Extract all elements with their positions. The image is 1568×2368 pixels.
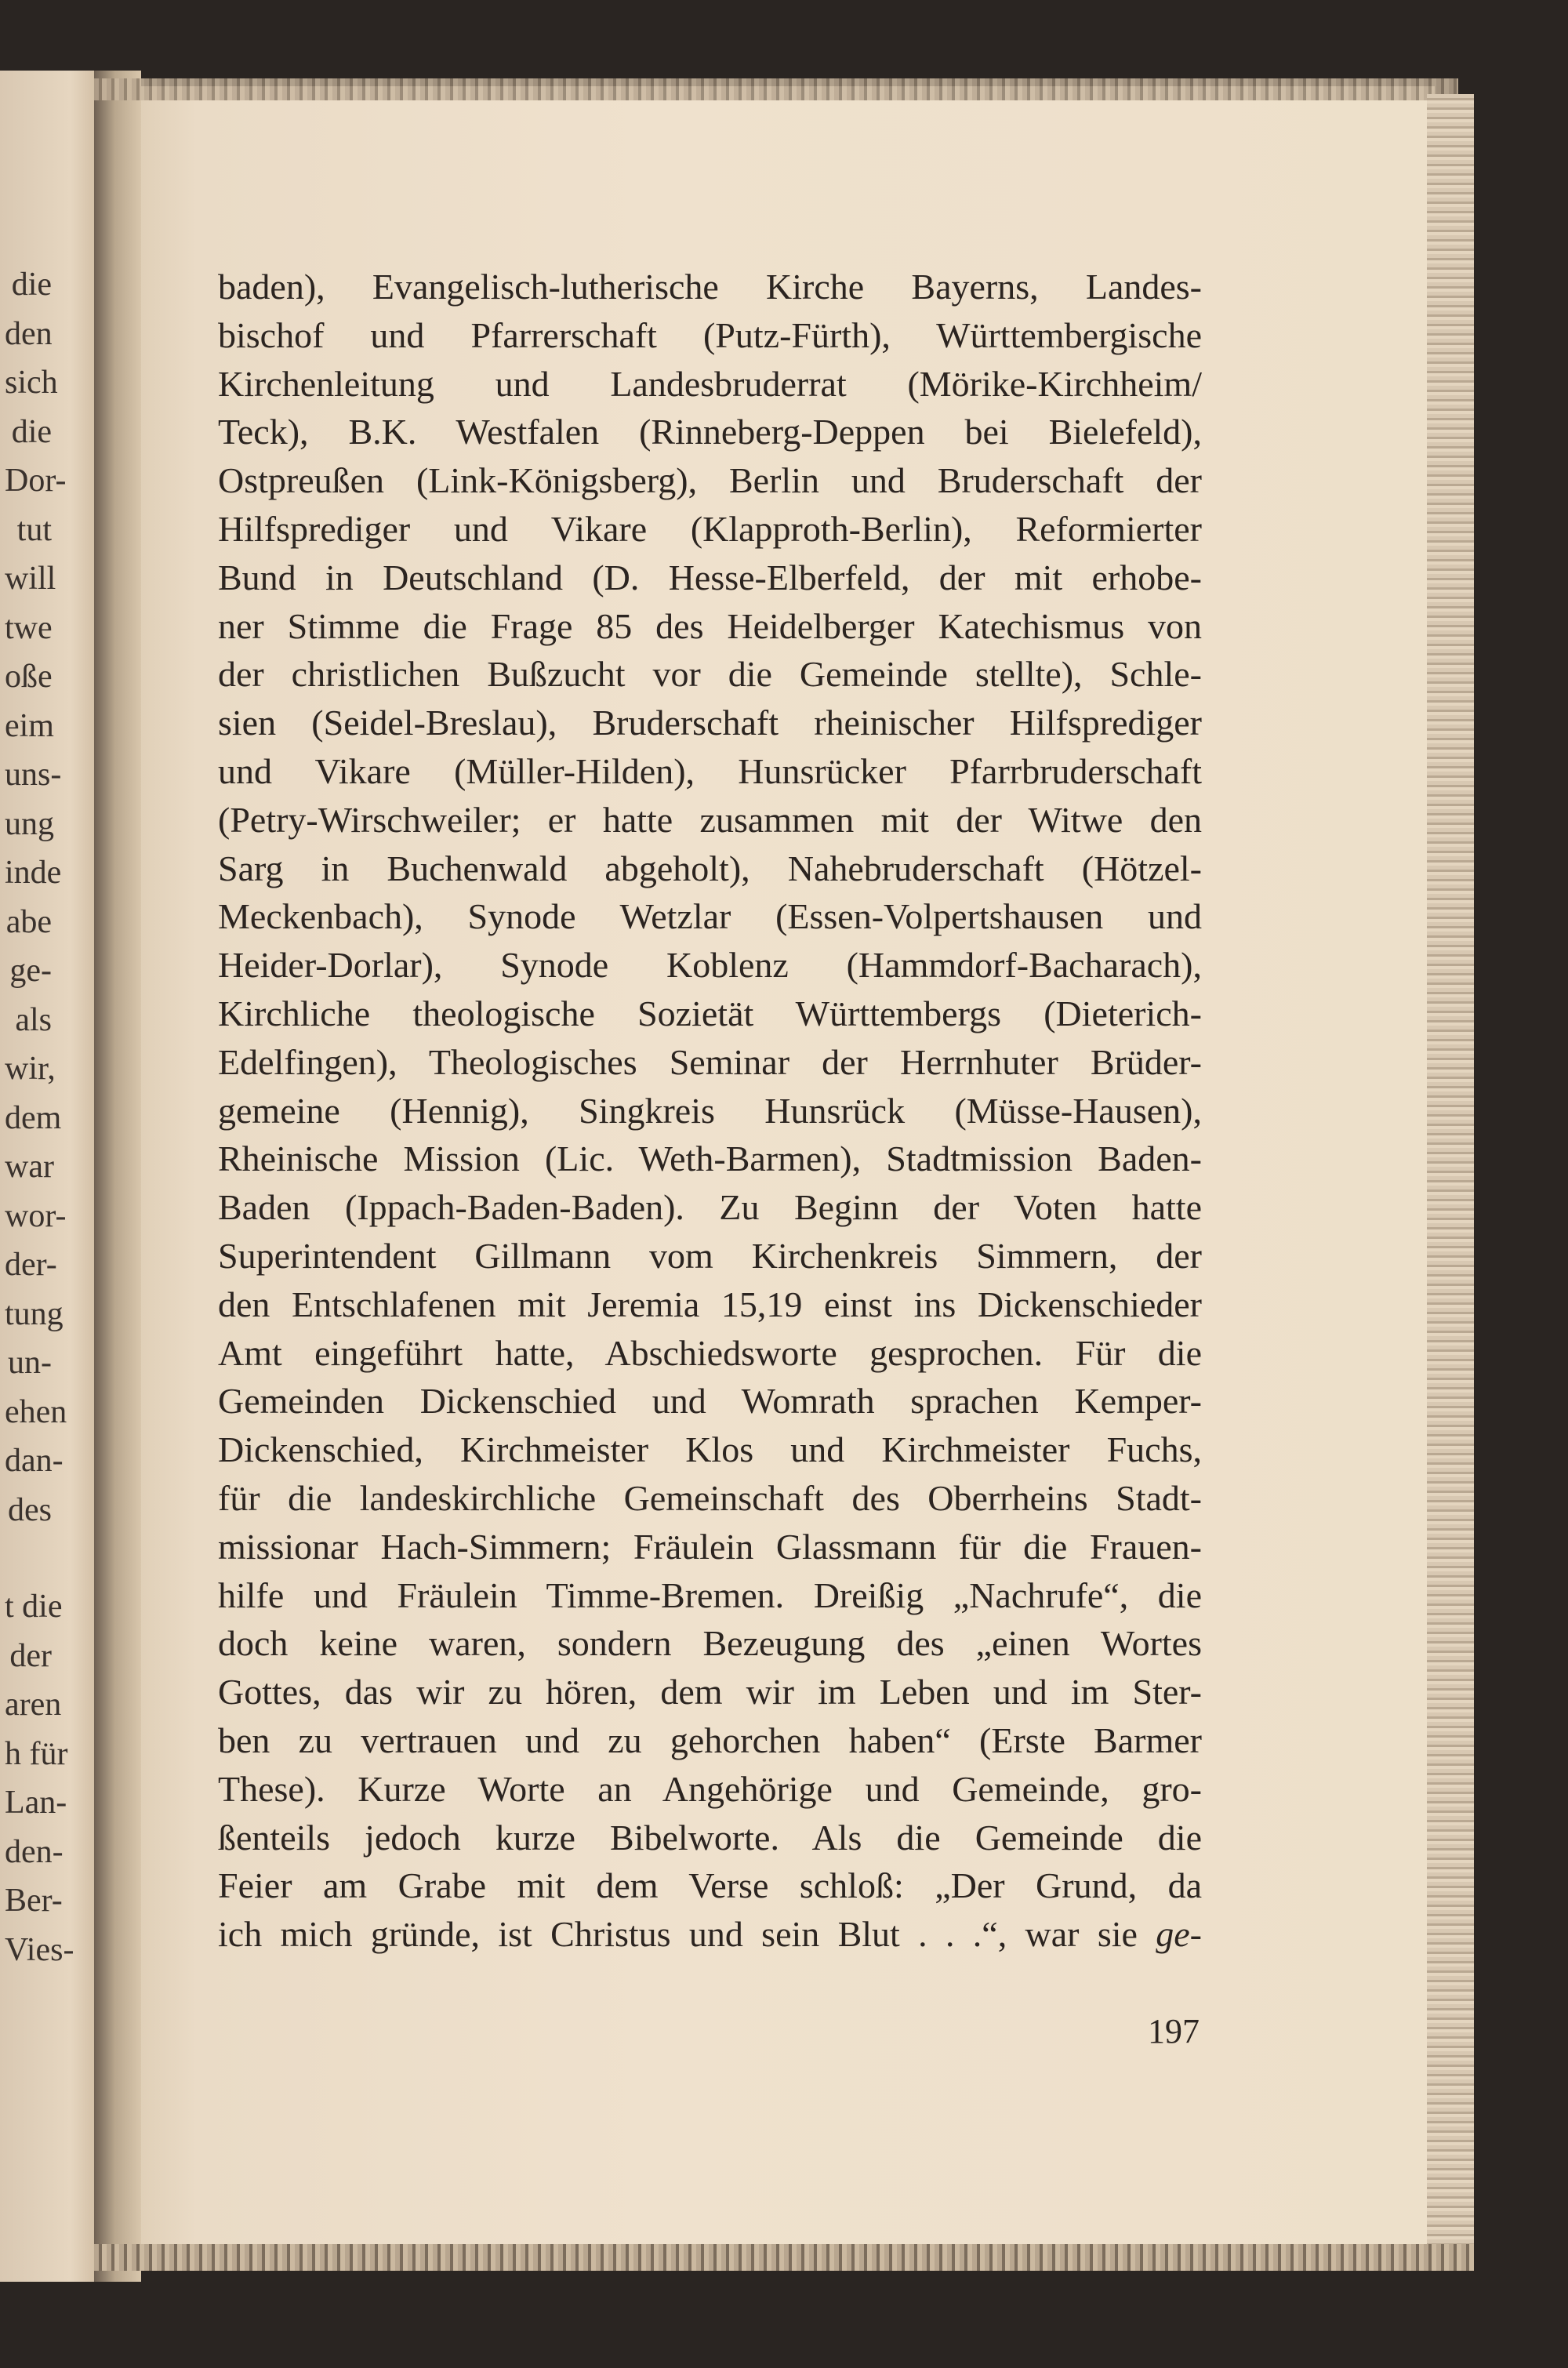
text-line: sien (Seidel-Breslau), Bruderschaft rheinischer Hilfsprediger bbox=[218, 703, 1202, 743]
text-line: Teck), B.K. Westfalen (Rinneberg-Deppen bei Bielefeld), bbox=[218, 412, 1202, 452]
left-fragment: war bbox=[5, 1149, 54, 1185]
text-line: und Vikare (Müller-Hilden), Hunsrücker Pfarrbruderschaft bbox=[218, 750, 1202, 791]
text-line: für die landeskirchliche Gemeinschaft des Oberrheins Stadt- bbox=[218, 1477, 1202, 1518]
page-bottom-edge bbox=[94, 2244, 1474, 2271]
left-fragment: als bbox=[15, 1002, 52, 1038]
italic-fragment: ge- bbox=[1156, 1914, 1203, 1955]
text-line: Rheinische Mission (Lic. Weth-Barmen), Stadtmission Baden- bbox=[218, 1139, 1202, 1179]
text-line: doch keine waren, sondern Bezeugung des „einen Wortes bbox=[218, 1623, 1202, 1664]
text-line-final bbox=[218, 1910, 1202, 1959]
left-fragment: ge- bbox=[9, 953, 52, 989]
left-fragment: inde bbox=[5, 855, 62, 891]
left-fragment: eim bbox=[5, 708, 54, 744]
left-fragment: h für bbox=[5, 1736, 68, 1772]
left-fragment: will bbox=[5, 561, 56, 597]
left-fragment: die bbox=[11, 267, 52, 303]
text-line: ßenteils jedoch kurze Bibelworte. Als die Gemeinde die bbox=[218, 1817, 1202, 1858]
left-fragment: die bbox=[11, 414, 52, 450]
text-line: der christlichen Bußzucht vor die Gemeinde stellte), Schle- bbox=[218, 654, 1202, 695]
left-fragment: wir, bbox=[5, 1051, 56, 1087]
left-fragment: aren bbox=[5, 1687, 62, 1723]
text-line: Ostpreußen (Link-Königsberg), Berlin und Bruderschaft der bbox=[218, 460, 1202, 501]
page-number: 197 bbox=[1148, 2012, 1200, 2050]
text-line: Dickenschied, Kirchmeister Klos und Kirchmeister Fuchs, bbox=[218, 1429, 1202, 1470]
page-stack-edge bbox=[1427, 94, 1474, 2266]
left-fragment: den bbox=[5, 316, 53, 352]
left-fragment: sich bbox=[5, 365, 58, 401]
left-fragment: der- bbox=[5, 1247, 57, 1283]
text-line: These). Kurze Worte an Angehörige und Gemeinde, gro- bbox=[218, 1768, 1202, 1809]
text-line: Sarg in Buchenwald abgeholt), Nahebruderschaft (Hötzel- bbox=[218, 848, 1202, 888]
text-line: ben zu vertrauen und zu gehorchen haben“ (Erste Barmer bbox=[218, 1720, 1202, 1760]
text-line: Kirchliche theologische Sozietät Württembergs (Dieterich- bbox=[218, 993, 1202, 1033]
text-line: ich mich gründe, ist Christus und sein Blut . . .“, war sie bbox=[218, 1914, 1138, 1955]
left-fragment: tung bbox=[5, 1296, 64, 1332]
left-fragment: dan- bbox=[5, 1443, 64, 1479]
text-line: gemeine (Hennig), Singkreis Hunsrück (Müsse-Hausen), bbox=[218, 1090, 1202, 1131]
text-line: Superintendent Gillmann vom Kirchenkreis Simmern, der bbox=[218, 1235, 1202, 1276]
left-fragment: Ber- bbox=[5, 1883, 63, 1919]
text-line: Gottes, das wir zu hören, dem wir im Leben und im Ster- bbox=[218, 1672, 1202, 1712]
left-fragment: abe bbox=[5, 904, 52, 940]
left-fragment: t die bbox=[5, 1589, 63, 1625]
left-fragment: dem bbox=[5, 1100, 62, 1136]
text-line: bischof und Pfarrerschaft (Putz-Fürth), Württembergische bbox=[218, 314, 1202, 355]
left-fragment: Vies- bbox=[5, 1932, 74, 1968]
text-line: (Petry-Wirschweiler; er hatte zusammen mit der Witwe den bbox=[218, 799, 1202, 840]
left-fragment: der bbox=[9, 1638, 52, 1674]
text-line: Bund in Deutschland (D. Hesse-Elberfeld, der mit erhobe- bbox=[218, 557, 1202, 597]
left-fragment: tut bbox=[16, 512, 52, 548]
text-line: Meckenbach), Synode Wetzlar (Essen-Volpertshausen und bbox=[218, 896, 1202, 937]
left-fragment: wor- bbox=[5, 1198, 67, 1234]
left-fragment: twe bbox=[5, 610, 53, 646]
background-right bbox=[1474, 125, 1568, 2274]
text-line: den Entschlafenen mit Jeremia 15,19 einst ins Dickenschieder bbox=[218, 1284, 1202, 1324]
left-fragment: Lan- bbox=[5, 1785, 67, 1821]
text-line: ner Stimme die Frage 85 des Heidelberger Katechismus von bbox=[218, 605, 1202, 646]
left-fragment: ung bbox=[5, 806, 54, 842]
left-fragment: den- bbox=[5, 1834, 64, 1870]
text-line: Baden (Ippach-Baden-Baden). Zu Beginn der Voten hatte bbox=[218, 1187, 1202, 1228]
body-text bbox=[218, 263, 1202, 1959]
left-fragment: oße bbox=[5, 659, 53, 695]
left-fragment: un- bbox=[8, 1345, 52, 1381]
text-line: Edelfingen), Theologisches Seminar der Herrnhuter Brüder- bbox=[218, 1041, 1202, 1082]
text-line: Hilfsprediger und Vikare (Klapproth-Berlin), Reformierter bbox=[218, 508, 1202, 549]
text-line: Gemeinden Dickenschied und Womrath sprachen Kemper- bbox=[218, 1381, 1202, 1422]
left-fragment: Dor- bbox=[5, 463, 67, 499]
text-line: Feier am Grabe mit dem Verse schloß: „Der Grund, da bbox=[218, 1865, 1202, 1906]
gutter-shadow bbox=[94, 71, 141, 2282]
text-line: Heider-Dorlar), Synode Koblenz (Hammdorf-Bacharach), bbox=[218, 945, 1202, 986]
left-fragment: uns- bbox=[5, 757, 62, 793]
text-line: hilfe und Fräulein Timme-Bremen. Dreißig „Nachrufe“, die bbox=[218, 1574, 1202, 1615]
left-fragment: ehen bbox=[5, 1394, 67, 1430]
left-fragment: des bbox=[8, 1492, 52, 1528]
text-line: missionar Hach-Simmern; Fräulein Glassmann für die Frauen- bbox=[218, 1526, 1202, 1567]
page-top-edge bbox=[94, 78, 1458, 100]
text-line: Amt eingeführt hatte, Abschiedsworte gesprochen. Für die bbox=[218, 1332, 1202, 1373]
text-line: Kirchenleitung und Landesbruderrat (Mörike-Kirchheim/ bbox=[218, 363, 1202, 404]
text-line: baden), Evangelisch-lutherische Kirche Bayerns, Landes- bbox=[218, 267, 1202, 307]
